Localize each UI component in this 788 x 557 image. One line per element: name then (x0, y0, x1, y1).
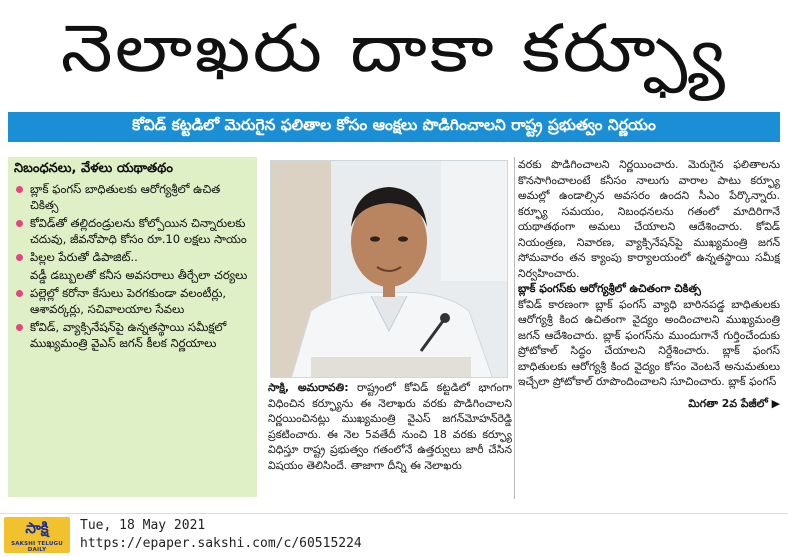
bullet-icon (16, 220, 23, 227)
article-paragraph-2: వరకు పొడిగించాలని నిర్ణయించారు. మెరుగైన ఫలితాలను కొనసాగించాలంటే కనీసం నాలుగు వారాల పాటు కర్ఫ్యూ అమల్లో ఉండాల్సిన అవసరం ఉందని సీఎం పేర్కొన్నారు. కర్ఫ్యూ సమయం, నిబంధనలను గతంలో మాదిరిగానే యథాతథంగా అమలు చేయాలని ఆదేశించారు. కోవిడ్ నియంత్రణ, నివారణ, వ్యాక్సినేషన్‌పై ముఖ్యమంత్రి జగన్ సోమవారం తన క్యాంపు కార్యాలయంలో ఉన్నతస్థాయి సమీక్ష నిర్వహించారు. (518, 158, 780, 280)
bullet-icon (16, 186, 23, 193)
article-paragraph-3: కోవిడ్ కారణంగా బ్లాక్ ఫంగస్ వ్యాధి బారినపడ్డ బాధితులకు ఆరోగ్యశ్రీ కింద ఉచితంగా వైద్యం అందించాలని ముఖ్యమంత్రి జగన్ ఆదేశించారు. బ్లాక్ ఫంగస్‌ను ముందుగానే గుర్తించేందుకు ప్రోటోకాల్ సిద్ధం చేయాలని నిర్దేశించారు. బ్లాక్ ఫంగస్ బాధితులకు ఆరోగ్యశ్రీ కింద వైద్యం కోసం వెంటనే అనుమతులు ఇచ్చేలా ప్రోటోకాల్ రూపొందించాలని సూచించారు. బ్లాక్ ఫంగస్ (518, 297, 780, 388)
highlight-text: పిల్లల పేరుతో డిపాజిట్.. (30, 250, 138, 264)
source-url[interactable]: https://epaper.sakshi.com/c/60515224 (80, 536, 362, 551)
article-column-right (518, 157, 780, 503)
bullet-icon (16, 324, 23, 331)
article-subheading: బ్లాక్ ఫంగస్‌కు ఆరోగ్యశ్రీలో ఉచితంగా చికిత్స (518, 282, 701, 295)
highlight-text: బ్లాక్ ఫంగస్ బాధితులకు ఆరోగ్యశ్రీలో ఉచిత చికిత్స (30, 182, 221, 212)
subheadline-text: కోవిడ్ కట్టడిలో మెరుగైన ఫలితాల కోసం ఆంక్షలు పొడిగించాలని రాష్ట్ర ప్రభుత్వం నిర్ణయం (132, 116, 656, 134)
highlight-text: పల్లెల్లో కరోనా కేసులు పెరగకుండా వలంటీర్లు, ఆశావర్కర్లు, సచివాలయాల సేవలు (30, 286, 227, 316)
highlight-text: కోవిడ్, వ్యాక్సినేషన్‌పై ఉన్నతస్థాయి సమీక్షలో ముఖ్యమంత్రి వైఎస్ జగన్ కీలక నిర్ణయాలు (30, 320, 227, 350)
article-lead-text: రాష్ట్రంలో కోవిడ్ కట్టడిలో భాగంగా విధించిన కర్ఫ్యూను ఈ నెలాఖరు వరకు పొడిగించాలని నిర్ణయించినట్లు ముఖ్యమంత్రి వైఎస్ జగన్‌మోహన్‌రెడ్డి ప్రకటించారు. ఈ నెల 5వతేదీ నుంచి 18 వరకు కర్ఫ్యూ విధిస్తూ రాష్ట్ర ప్రభుత్వం గతంలోనే ఉత్తర్వులు జారీ చేసిన విషయం తెలిసిందే. తాజాగా దీన్ని ఈ నెలాఖరు (268, 381, 512, 472)
headline: నెలాఖరు దాకా కర్ఫ్యూ (60, 9, 728, 87)
highlight-item (14, 249, 251, 265)
continued-arrow-icon: ▶ (771, 396, 780, 410)
logo-text: సాక్షి (25, 519, 49, 537)
bullet-icon (16, 290, 23, 297)
highlight-item (14, 215, 251, 247)
bullet-icon (16, 254, 23, 261)
article-column-middle (268, 380, 512, 500)
highlights-box (8, 157, 257, 497)
logo-subtitle: SAKSHI TELUGU DAILY (11, 541, 63, 553)
highlight-item (14, 181, 251, 213)
continued-note (518, 396, 780, 412)
highlights-list (14, 181, 251, 351)
person-photo-icon (271, 161, 508, 378)
continued-text: మిగతా 2వ పేజీలో (688, 396, 768, 410)
highlights-title: నిబంధనలు, వేళలు యథాతథం (14, 161, 173, 176)
column-divider (514, 157, 515, 499)
highlight-text: వడ్డీ డబ్బులతో కనీస అవసరాలు తీర్చేలా చర్యలు (30, 268, 248, 282)
cm-photo (270, 160, 508, 378)
edition-date: Tue, 18 May 2021 (80, 518, 206, 533)
highlight-item (14, 285, 251, 317)
article-paragraph-1 (268, 380, 512, 473)
highlight-item (14, 319, 251, 351)
sakshi-logo (4, 517, 70, 553)
subheadline-banner (8, 112, 780, 142)
highlight-text: కోవిడ్‌తో తల్లిదండ్రులను కోల్పోయిన చిన్నారులకు చదువు, జీవనోపాధి కోసం రూ.10 లక్షలు సాయం (30, 216, 247, 246)
dateline: సాక్షి, అమరావతి: (268, 381, 349, 394)
highlight-item (14, 267, 251, 283)
